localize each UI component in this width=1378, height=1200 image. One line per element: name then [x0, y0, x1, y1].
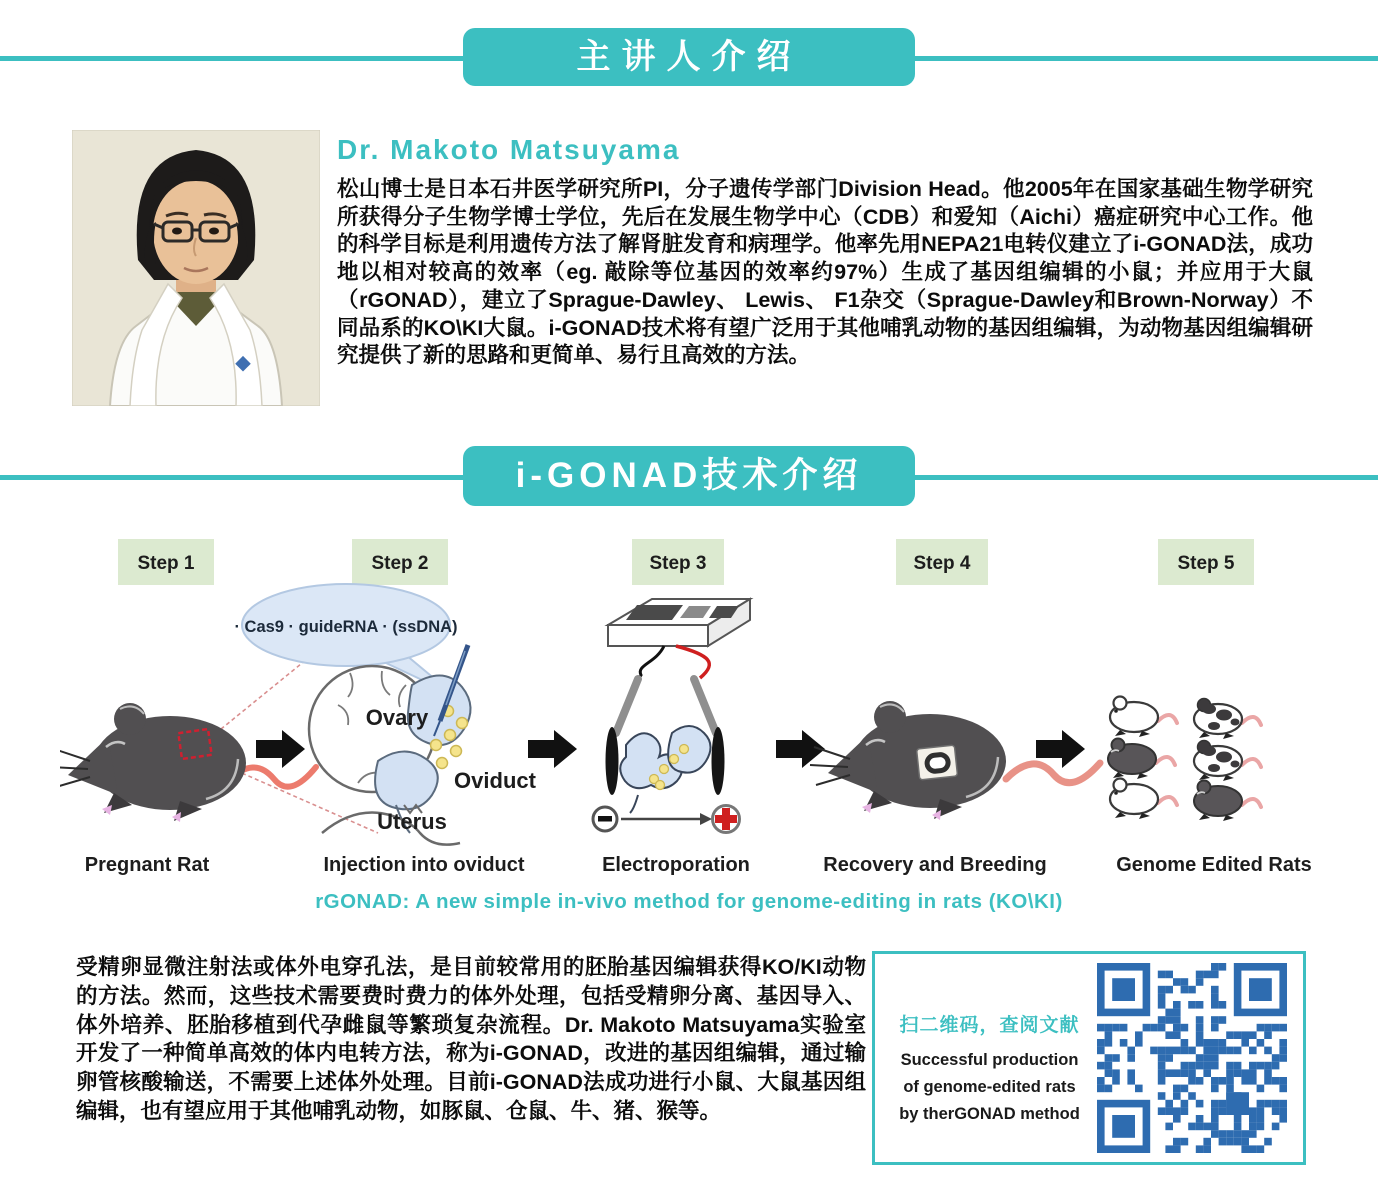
- step-2-label: Step 2: [371, 553, 429, 574]
- qr-reference-box: [872, 951, 1306, 1165]
- speaker-section-banner: 主讲人介绍: [463, 28, 915, 86]
- speaker-name: Dr. Makoto Matsuyama: [337, 134, 681, 165]
- ovary-label: Ovary: [365, 705, 429, 730]
- i-gonad-process-diagram: [60, 533, 1320, 885]
- qr-paper-line-2: of genome-edited rats: [903, 1078, 1076, 1096]
- step-4-label: Step 4: [913, 553, 971, 574]
- cas9-bubble-text: · Cas9 · guideRNA · (ssDNA): [234, 618, 458, 636]
- step-captions: [85, 854, 1312, 876]
- step-2-caption: Injection into oviduct: [323, 854, 525, 876]
- step-headers: [118, 539, 1254, 585]
- recovery-rat-illustration: [810, 701, 1100, 820]
- speaker-photo: [72, 130, 320, 406]
- uterus-label: Uterus: [377, 809, 447, 834]
- oviduct-label: Oviduct: [454, 768, 536, 793]
- oviduct-injection-illustration: [234, 584, 536, 845]
- step-4-caption: Recovery and Breeding: [823, 854, 1047, 876]
- speaker-bio: 松山博士是日本石井医学研究所PI，分子遗传学部门Division Head。他2005年在国家基础生物学研究所获得分子生物学博士学位，先后在发展生物学中心（CDB）和爱知（Aichi）癌症研究中心工作。他的科学目标是利用遗传方法了解肾脏发育和病理学。他率先用NEPA21电转仪建立了i-GONAD法，成功地以相对较高的效率（eg. 敲除等位基因的效率约97%）生成了基因组编辑的小鼠；并应用于大鼠（rGONAD），建立了Sprague-Dawley、 Lewis、 F1杂交（Sprague-Dawley和Brown-Norway）不同品系的KO\KI大鼠。i-GONAD技术将有望广泛用于其他哺乳动物的基因组编辑，为动物基因组编辑研究提供了新的思路和更简单、易行且高效的方法。: [337, 177, 1313, 368]
- step-5-label: Step 5: [1177, 553, 1235, 574]
- diagram-caption: rGONAD: A new simple in-vivo method for genome-editing in rats (KO\KI): [315, 890, 1063, 913]
- qr-paper-line-1: Successful production: [900, 1051, 1079, 1069]
- step-1-label: Step 1: [137, 553, 195, 574]
- qr-paper-line-3: by therGONAD method: [899, 1105, 1080, 1123]
- step-3-caption: Electroporation: [602, 854, 750, 876]
- step-1-caption: Pregnant Rat: [84, 854, 210, 876]
- step-3-label: Step 3: [649, 553, 707, 574]
- electroporation-illustration: [593, 599, 750, 833]
- qr-scan-title: 扫二维码，查阅文献: [899, 1015, 1080, 1036]
- qr-code: [1097, 963, 1287, 1153]
- method-description-paragraph: 受精卵显微注射法或体外电穿孔法，是目前较常用的胚胎基因编辑获得KO/KI动物的方法。然而，这些技术需要费时费力的体外处理，包括受精卵分离、基因导入、体外培养、胚胎移植到代孕雌鼠等繁琐复杂流程。Dr. Makoto Matsuyama实验室开发了一种简单高效的体内电转方法，称为i-GONAD，改进的基因组编辑，通过输卵管核酸输送，不需要上述体外处理。目前i-GONAD法成功进行小鼠、大鼠基因组编辑，也有望应用于其他哺乳动物，如豚鼠、仓鼠、牛、猪、猴等。: [76, 955, 866, 1123]
- genome-edited-rats-illustration: [1108, 697, 1261, 822]
- qr-text-block: [887, 1010, 1092, 1128]
- step-5-caption: Genome Edited Rats: [1116, 854, 1312, 876]
- tech-section-banner: i-GONAD技术介绍: [463, 446, 915, 506]
